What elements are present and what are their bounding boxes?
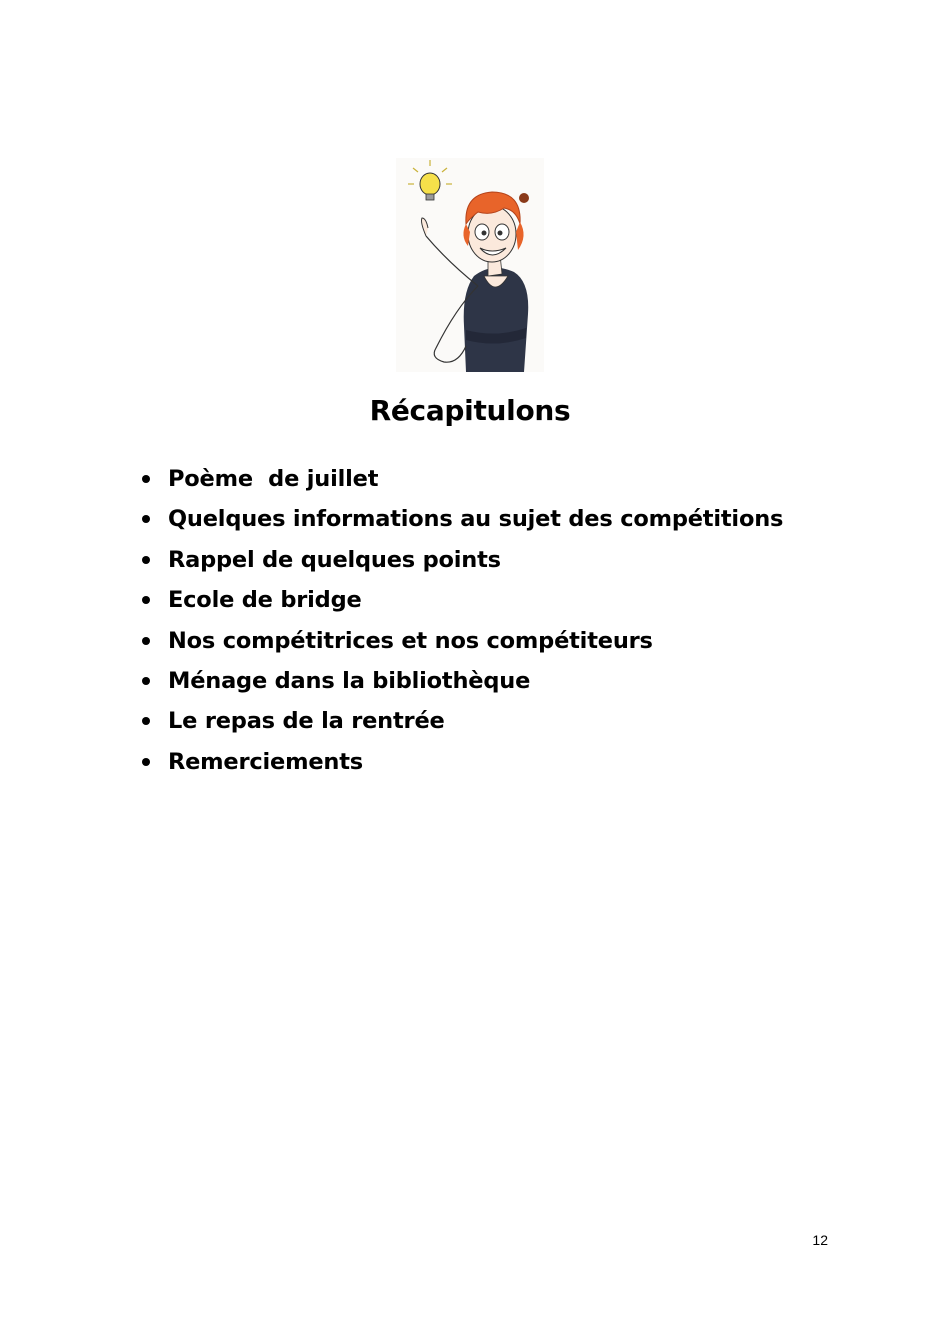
list-item-label: Rappel de quelques points [168,546,501,573]
list-item [140,622,783,662]
list-item-label: Le repas de la rentrée [168,708,445,735]
bullet-icon [142,475,150,483]
list-item [140,702,783,742]
page-title: Récapitulons [369,394,571,427]
woman-idea-lightbulb-illustration [396,158,544,372]
list-item-label: Poème de juillet [168,466,379,492]
summary-list [140,460,783,783]
list-item [140,581,783,621]
bullet-icon [142,677,150,685]
bullet-icon [142,556,150,564]
list-item [140,541,783,581]
bullet-icon [142,717,150,725]
list-item [140,500,783,540]
list-item [140,662,783,702]
list-item-label: Remerciements [168,748,363,775]
list-item [140,460,783,500]
bullet-icon [142,758,150,766]
list-item-label: Nos compétitrices et nos compétiteurs [168,627,653,654]
bullet-icon [142,637,150,645]
list-item-label: Ménage dans la bibliothèque [168,667,531,694]
list-item-label: Quelques informations au sujet des compétitions [168,506,784,533]
list-item [140,743,783,783]
list-item-label: Ecole de bridge [168,587,362,614]
bullet-icon [142,596,150,604]
page-number: 12 [812,1232,828,1248]
bullet-icon [142,515,150,523]
